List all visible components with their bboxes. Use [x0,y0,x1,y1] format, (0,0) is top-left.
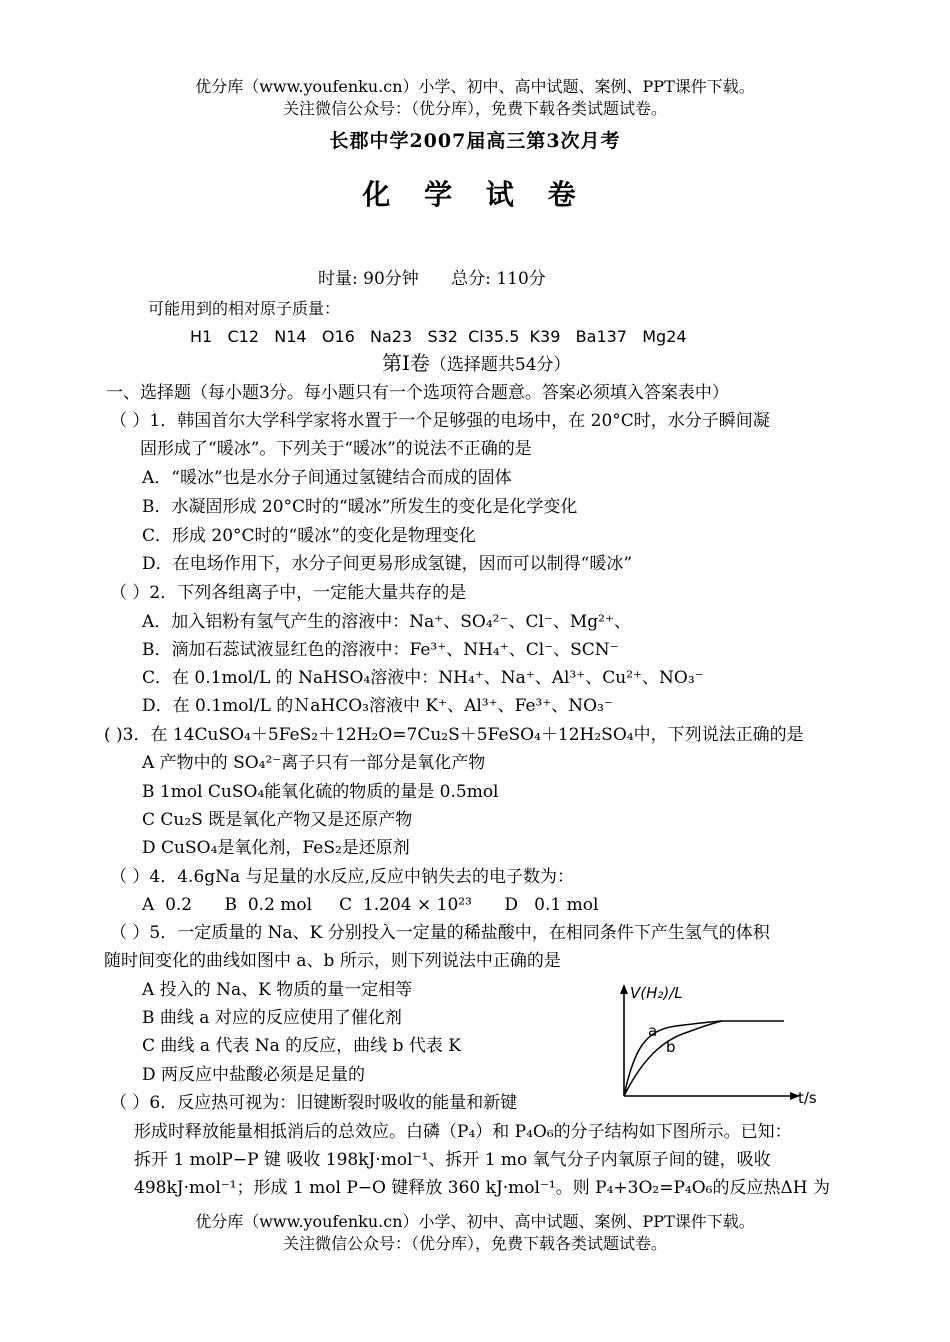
footer-line-2: 关注微信公众号：（优分库），免费下载各类试题试卷。 [282,1234,667,1253]
q3-option-d: D CuSO₄是氧化剂，FeS₂是还原剂 [142,838,410,858]
q6-stem-line-1: （ ）6．反应热可视为：旧键断裂时吸收的能量和新键 [110,1093,518,1113]
part-one-instruction [106,382,729,404]
q5-option-a: A 投入的 Na、K 物质的量一定相等 [142,980,413,1000]
q3-option-c: C Cu₂S 既是氧化产物又是还原产物 [142,810,413,830]
x-axis-label: t/s [798,1089,817,1106]
q2-option-a: A．加入铝粉有氢气产生的溶液中：Na⁺、SO₄²⁻、Cl⁻、Mg²⁺、 [142,612,631,632]
q3-stem: ( )3．在 14CuSO₄＋5FeS₂＋12H₂O=7Cu₂S＋5FeSO₄＋12H₂SO₄中，下列说法正确的是 [104,725,804,745]
q1-option-c: C．形成 20°C时的“暖冰”的变化是物理变化 [142,526,476,546]
header-line-2: 关注微信公众号：（优分库），免费下载各类试题试卷。 [282,99,667,118]
y-axis-arrow [620,984,628,994]
q1-stem-line-1: （ ）1．韩国首尔大学科学家将水置于一个足够强的电场中，在 20°C时，水分子瞬间凝 [110,411,770,431]
curve-a-label: a [648,1022,658,1040]
q1-option-b: B．水凝固形成 20°C时的“暖冰”所发生的变化是化学变化 [142,497,578,517]
q1-option-a: A．“暖冰”也是水分子间通过氢键结合而成的固体 [142,468,512,488]
y-axis-label: V(H₂)/L [630,984,683,1002]
q1-option-d: D．在电场作用下，水分子间更易形成氢键，因而可以制得“暖冰” [142,554,633,574]
section-title: 第Ⅰ卷 [382,351,430,375]
atomic-mass-label: 可能用到的相对原子质量： [148,299,341,318]
hydrogen-volume-time-graph [612,978,848,1106]
curve-b [624,1021,722,1096]
q2-stem: （ ）2．下列各组离子中，一定能大量共存的是 [110,583,467,603]
q2-option-c: C．在 0.1mol/L 的 NaHSO₄溶液中：NH₄⁺、Na⁺、Al³⁺、Cu²⁺、NO₃⁻ [142,668,704,688]
q4-options: A 0.2 B 0.2 mol C 1.204 × 10²³ D 0.1 mol [142,895,599,915]
curve-b-label: b [666,1038,676,1056]
exam-school-title: 长郡中学2007届高三第3次月考 [329,130,621,152]
q1-stem-line-2: 固形成了“暖冰”。下列关于“暖冰”的说法不正确的是 [140,439,532,459]
q6-stem-line-3: 拆开 1 molP−P 键 吸收 198kJ·mol⁻¹、拆开 1 mo 氧气分子内氧原子间的键，吸收 [134,1150,771,1170]
q6-stem-line-2: 形成时释放能量相抵消后的总效应。白磷（P₄）和 P₄O₆的分子结构如下图所示。已知： [134,1122,792,1142]
q3-option-b: B 1mol CuSO₄能氧化硫的物质的量是 0.5mol [142,782,499,802]
q5-option-b: B 曲线 a 对应的反应使用了催化剂 [142,1008,402,1028]
q5-option-d: D 两反应中盐酸必须是足量的 [142,1065,366,1085]
q6-stem-line-4: 498kJ·mol⁻¹；形成 1 mol P−O 键释放 360 kJ·mol⁻¹。则 P₄+3O₂=P₄O₆的反应热ΔH 为 [134,1178,830,1198]
header-line-1: 优分库（www.youfenku.cn）小学、初中、高中试题、案例、PPT课件下载。 [195,77,755,96]
exam-subject-title: 化 学 试 卷 [362,178,588,211]
section-heading [382,352,571,376]
q2-option-b: B．滴加石蕊试液显红色的溶液中：Fe³⁺、NH₄⁺、Cl⁻、SCN⁻ [142,640,619,660]
q4-stem: （ ）4．4.6gNa 与足量的水反应,反应中钠失去的电子数为： [110,867,574,887]
time-and-score: 时量: 90分钟 总分: 110分 [318,269,546,289]
q3-option-a: A 产物中的 SO₄²⁻离子只有一部分是氧化产物 [142,753,486,773]
q5-option-c: C 曲线 a 代表 Na 的反应，曲线 b 代表 K [142,1036,461,1056]
footer-line-1: 优分库（www.youfenku.cn）小学、初中、高中试题、案例、PPT课件下载。 [195,1212,755,1231]
atomic-mass-list: H1 C12 N14 O16 Na23 S32 Cl35.5 K39 Ba137 Mg24 [190,327,687,346]
part-one-text: 一、选择题（每小题3分。每小题只有一个选项符合题意。答案必须填入答案表中） [106,383,729,403]
q2-option-d: D．在 0.1mol/L 的ＮaHCO₃溶液中 K⁺、Al³⁺、Fe³⁺、NO₃⁻ [142,696,613,716]
q5-stem-line-1: （ ）5．一定质量的 Na、K 分别投入一定量的稀盐酸中，在相同条件下产生氢气的体积 [110,923,770,943]
section-note: （选择题共54分） [429,355,571,375]
q5-stem-line-2: 随时间变化的曲线如图中 a、b 所示，则下列说法中正确的是 [104,951,561,971]
